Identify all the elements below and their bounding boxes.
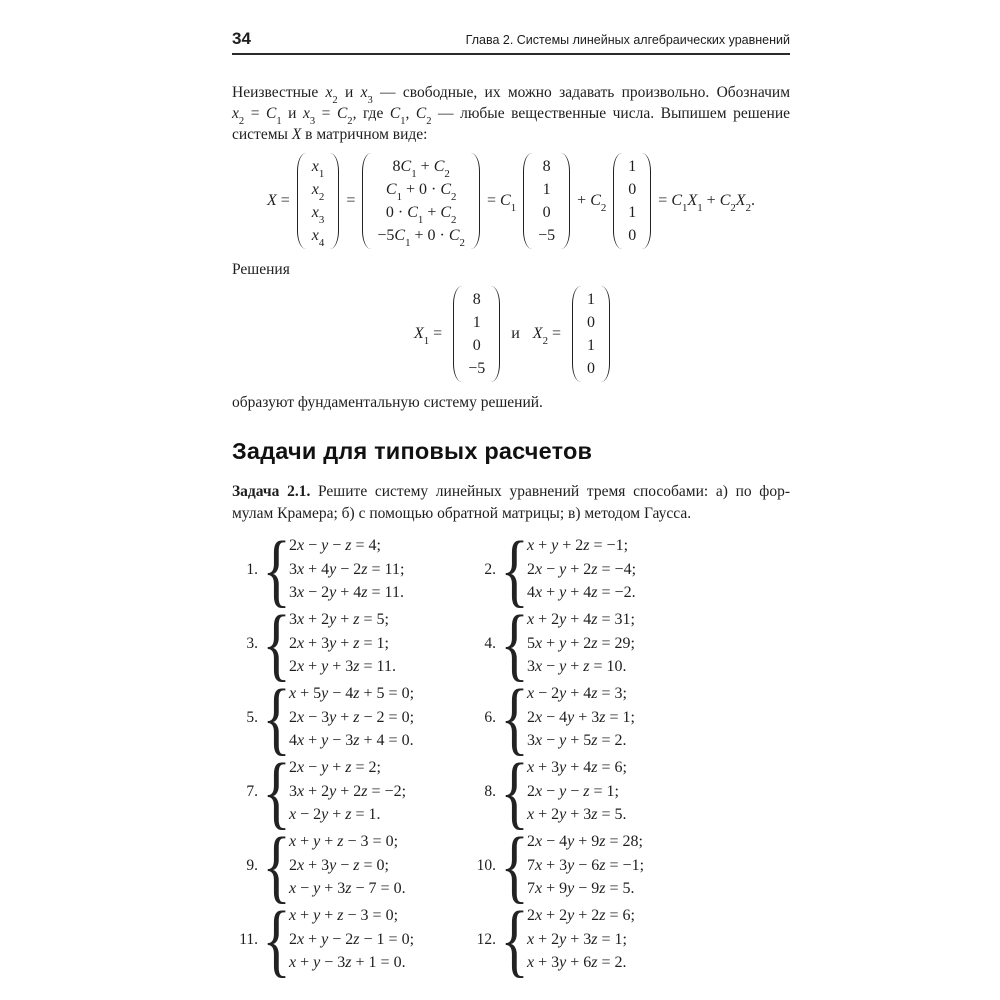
- equals-c1: = $C_1$: [486, 192, 517, 215]
- task-text-1: Решите систему линейных уравнений тремя способами: а) по фор-: [318, 483, 791, 500]
- left-paren: [523, 153, 532, 249]
- equation: x + 3y + 6z = 2.: [527, 954, 627, 972]
- basis-vector-1-matrix: [523, 153, 570, 249]
- page-number: 34: [232, 29, 251, 48]
- matrix-cell: $-5C_1 + 0 \cdot C_2$: [377, 227, 465, 250]
- system-brace-icon: {: [262, 597, 291, 689]
- problem-5: [232, 671, 470, 763]
- equation: 3x − 2y + 4z = 11.: [289, 584, 404, 602]
- equation: 2x − y − z = 1;: [527, 782, 619, 800]
- equation: x − y + 3z − 7 = 0.: [289, 880, 406, 898]
- system-brace-icon: {: [262, 523, 291, 615]
- system-brace-icon: {: [500, 597, 529, 689]
- system-brace-icon: {: [500, 671, 529, 763]
- matrix-cell: $x_3$: [311, 204, 325, 227]
- system-brace-icon: {: [262, 893, 291, 985]
- matrix-cell: 0: [587, 314, 596, 331]
- equation-lhs: X =: [266, 192, 290, 209]
- equation: 3x + 2y + 2z = −2;: [289, 782, 407, 800]
- problem-2: [470, 523, 790, 615]
- problem-9: [232, 819, 470, 911]
- matrix-cell: 1: [587, 291, 596, 308]
- task-line-1: [232, 481, 790, 503]
- equation: 2x − y + z = 2;: [289, 759, 381, 777]
- matrix-cell: 1: [472, 314, 481, 331]
- matrix-cell: 1: [587, 337, 596, 354]
- left-paren: [572, 286, 581, 382]
- left-paren: [613, 153, 622, 249]
- matrix-cell: −5: [538, 227, 556, 244]
- matrix-cell: $x_1$: [311, 158, 325, 181]
- matrix-cell: $C_1 + 0 \cdot C_2$: [385, 181, 457, 204]
- combination-matrix: [362, 153, 480, 249]
- equation: 2x + 3y + z = 1;: [289, 634, 389, 652]
- problem-11: [232, 893, 470, 985]
- system-brace-icon: {: [262, 745, 291, 837]
- problem-number: 7.: [246, 782, 258, 800]
- matrix-cell: $x_4$: [311, 227, 325, 250]
- equation: x + y + 2z = −1;: [527, 537, 629, 555]
- x2-label: $X_2$ =: [532, 325, 562, 348]
- solutions-equation: [232, 286, 790, 382]
- equation: x − 2y + z = 1.: [289, 806, 381, 824]
- left-paren: [297, 153, 306, 249]
- equation: 7x + 3y − 6z = −1;: [527, 856, 645, 874]
- matrix-cell: 1: [542, 181, 551, 198]
- problem-6: [470, 671, 790, 763]
- equation-rhs: = $C_1X_1 + C_2X_2$.: [658, 192, 756, 215]
- matrix-cell: 1: [628, 158, 637, 175]
- matrix-cell: 0: [628, 181, 637, 198]
- task-text-2: мулам Крамера; б) с помощью обратной матрицы; в) методом Гаусса.: [232, 505, 692, 522]
- equation: x + y + z − 3 = 0;: [289, 833, 399, 851]
- equation: 2x − 4y + 3z = 1;: [527, 708, 635, 726]
- problem-number: 11.: [239, 930, 258, 948]
- system-brace-icon: {: [262, 819, 291, 911]
- section-heading: Задачи для типовых расчетов: [232, 438, 593, 464]
- equation: 4x + y + 4z = −2.: [527, 584, 636, 602]
- equation: 7x + 9y − 9z = 5.: [527, 880, 635, 898]
- equation: x + 5y − 4z + 5 = 0;: [289, 685, 415, 703]
- equation: 3x + 4y − 2z = 11;: [289, 560, 405, 578]
- equation: x + y − 3z + 1 = 0.: [289, 954, 406, 972]
- intro-line-2: $x_2 = C_1$ и $x_3 = C_2$, где $C_1$, $C_2$ — любые вещественные числа. Выпишем решение: [232, 105, 791, 128]
- book-page: [232, 29, 791, 985]
- problem-8: [470, 745, 790, 837]
- x1-vector-matrix: [453, 286, 500, 382]
- equation: x + 2y + 3z = 5.: [527, 806, 627, 824]
- matrix-cell: −5: [468, 360, 486, 377]
- equation: 2x − y + 2z = −4;: [527, 560, 637, 578]
- matrix-cell: 0: [628, 227, 637, 244]
- matrix-equation: [232, 153, 790, 249]
- problem-3: [232, 597, 470, 689]
- equation: 5x + y + 2z = 29;: [527, 634, 635, 652]
- problem-number: 1.: [246, 560, 258, 578]
- system-brace-icon: {: [500, 523, 529, 615]
- equation: x + y + z − 3 = 0;: [289, 907, 399, 925]
- equation: x − 2y + 4z = 3;: [527, 685, 627, 703]
- matrix-cell: 8: [542, 158, 551, 175]
- solutions-label: Решения: [232, 261, 290, 278]
- matrix-cell: 0: [472, 337, 481, 354]
- conjunction-and: и: [511, 325, 520, 342]
- problem-number: 10.: [476, 856, 496, 874]
- intro-paragraph: [232, 82, 790, 145]
- problem-number: 4.: [484, 634, 496, 652]
- x2-vector-matrix: [572, 286, 610, 382]
- intro-line-1: Неизвестные $x_2$ и $x_3$ — свободные, их можно задавать произвольно. Обозначим: [232, 84, 790, 107]
- system-brace-icon: {: [500, 819, 529, 911]
- equation: 2x − 3y + z − 2 = 0;: [289, 708, 415, 726]
- right-paren: [330, 153, 339, 249]
- problem-number: 9.: [246, 856, 258, 874]
- equation: x + 3y + 4z = 6;: [527, 759, 627, 777]
- problem-number: 5.: [246, 708, 258, 726]
- system-brace-icon: {: [500, 893, 529, 985]
- closing-text: образуют фундаментальную систему решений.: [232, 394, 543, 411]
- left-paren: [453, 286, 462, 382]
- matrix-cell: $0 \cdot C_1 + C_2$: [385, 204, 457, 227]
- problem-number: 3.: [246, 634, 258, 652]
- problems-grid: [232, 523, 790, 985]
- system-brace-icon: {: [500, 745, 529, 837]
- equation: 3x − y + 5z = 2.: [527, 732, 627, 750]
- equation: x + 2y + 3z = 1;: [527, 930, 627, 948]
- matrix-cell: 0: [587, 360, 596, 377]
- equals-sign: =: [346, 192, 356, 209]
- right-paren: [601, 286, 610, 382]
- problem-1: [232, 523, 470, 615]
- problem-4: [470, 597, 790, 689]
- matrix-cell: $x_2$: [311, 181, 325, 204]
- plus-c2: + $C_2$: [577, 192, 607, 215]
- matrix-cell: 0: [542, 204, 551, 221]
- equation: 2x + y − 2z − 1 = 0;: [289, 930, 415, 948]
- equation: x + 2y + 4z = 31;: [527, 611, 635, 629]
- task-label: Задача 2.1.: [232, 483, 311, 500]
- problem-number: 12.: [476, 930, 496, 948]
- x-vector-matrix: [297, 153, 340, 249]
- problem-number: 8.: [484, 782, 496, 800]
- left-paren: [362, 153, 371, 249]
- equation: 2x + 3y − z = 0;: [289, 856, 389, 874]
- equation: 2x − y − z = 4;: [289, 537, 381, 555]
- right-paren: [471, 153, 480, 249]
- equation: 2x − 4y + 9z = 28;: [527, 833, 643, 851]
- equation: 3x + 2y + z = 5;: [289, 611, 389, 629]
- page-header: [232, 30, 790, 55]
- problem-number: 2.: [484, 560, 496, 578]
- problem-number: 6.: [484, 708, 496, 726]
- problem-12: [470, 893, 790, 985]
- equation: 2x + y + 3z = 11.: [289, 658, 396, 676]
- problem-10: [470, 819, 790, 911]
- intro-line-3: системы X в матричном виде:: [232, 126, 428, 143]
- matrix-cell: 1: [628, 204, 637, 221]
- equation: 2x + 2y + 2z = 6;: [527, 907, 635, 925]
- equation: 3x − y + z = 10.: [527, 658, 627, 676]
- matrix-cell: $8C_1 + C_2$: [392, 158, 450, 181]
- right-paren: [561, 153, 570, 249]
- x1-label: $X_1$ =: [413, 325, 443, 348]
- system-brace-icon: {: [262, 671, 291, 763]
- right-paren: [642, 153, 651, 249]
- matrix-cell: 8: [472, 291, 481, 308]
- right-paren: [491, 286, 500, 382]
- problem-7: [232, 745, 470, 837]
- basis-vector-2-matrix: [613, 153, 651, 249]
- chapter-title: Глава 2. Системы линейных алгебраических уравнений: [465, 33, 790, 47]
- task-paragraph: [232, 481, 790, 525]
- equation: 4x + y − 3z + 4 = 0.: [289, 732, 414, 750]
